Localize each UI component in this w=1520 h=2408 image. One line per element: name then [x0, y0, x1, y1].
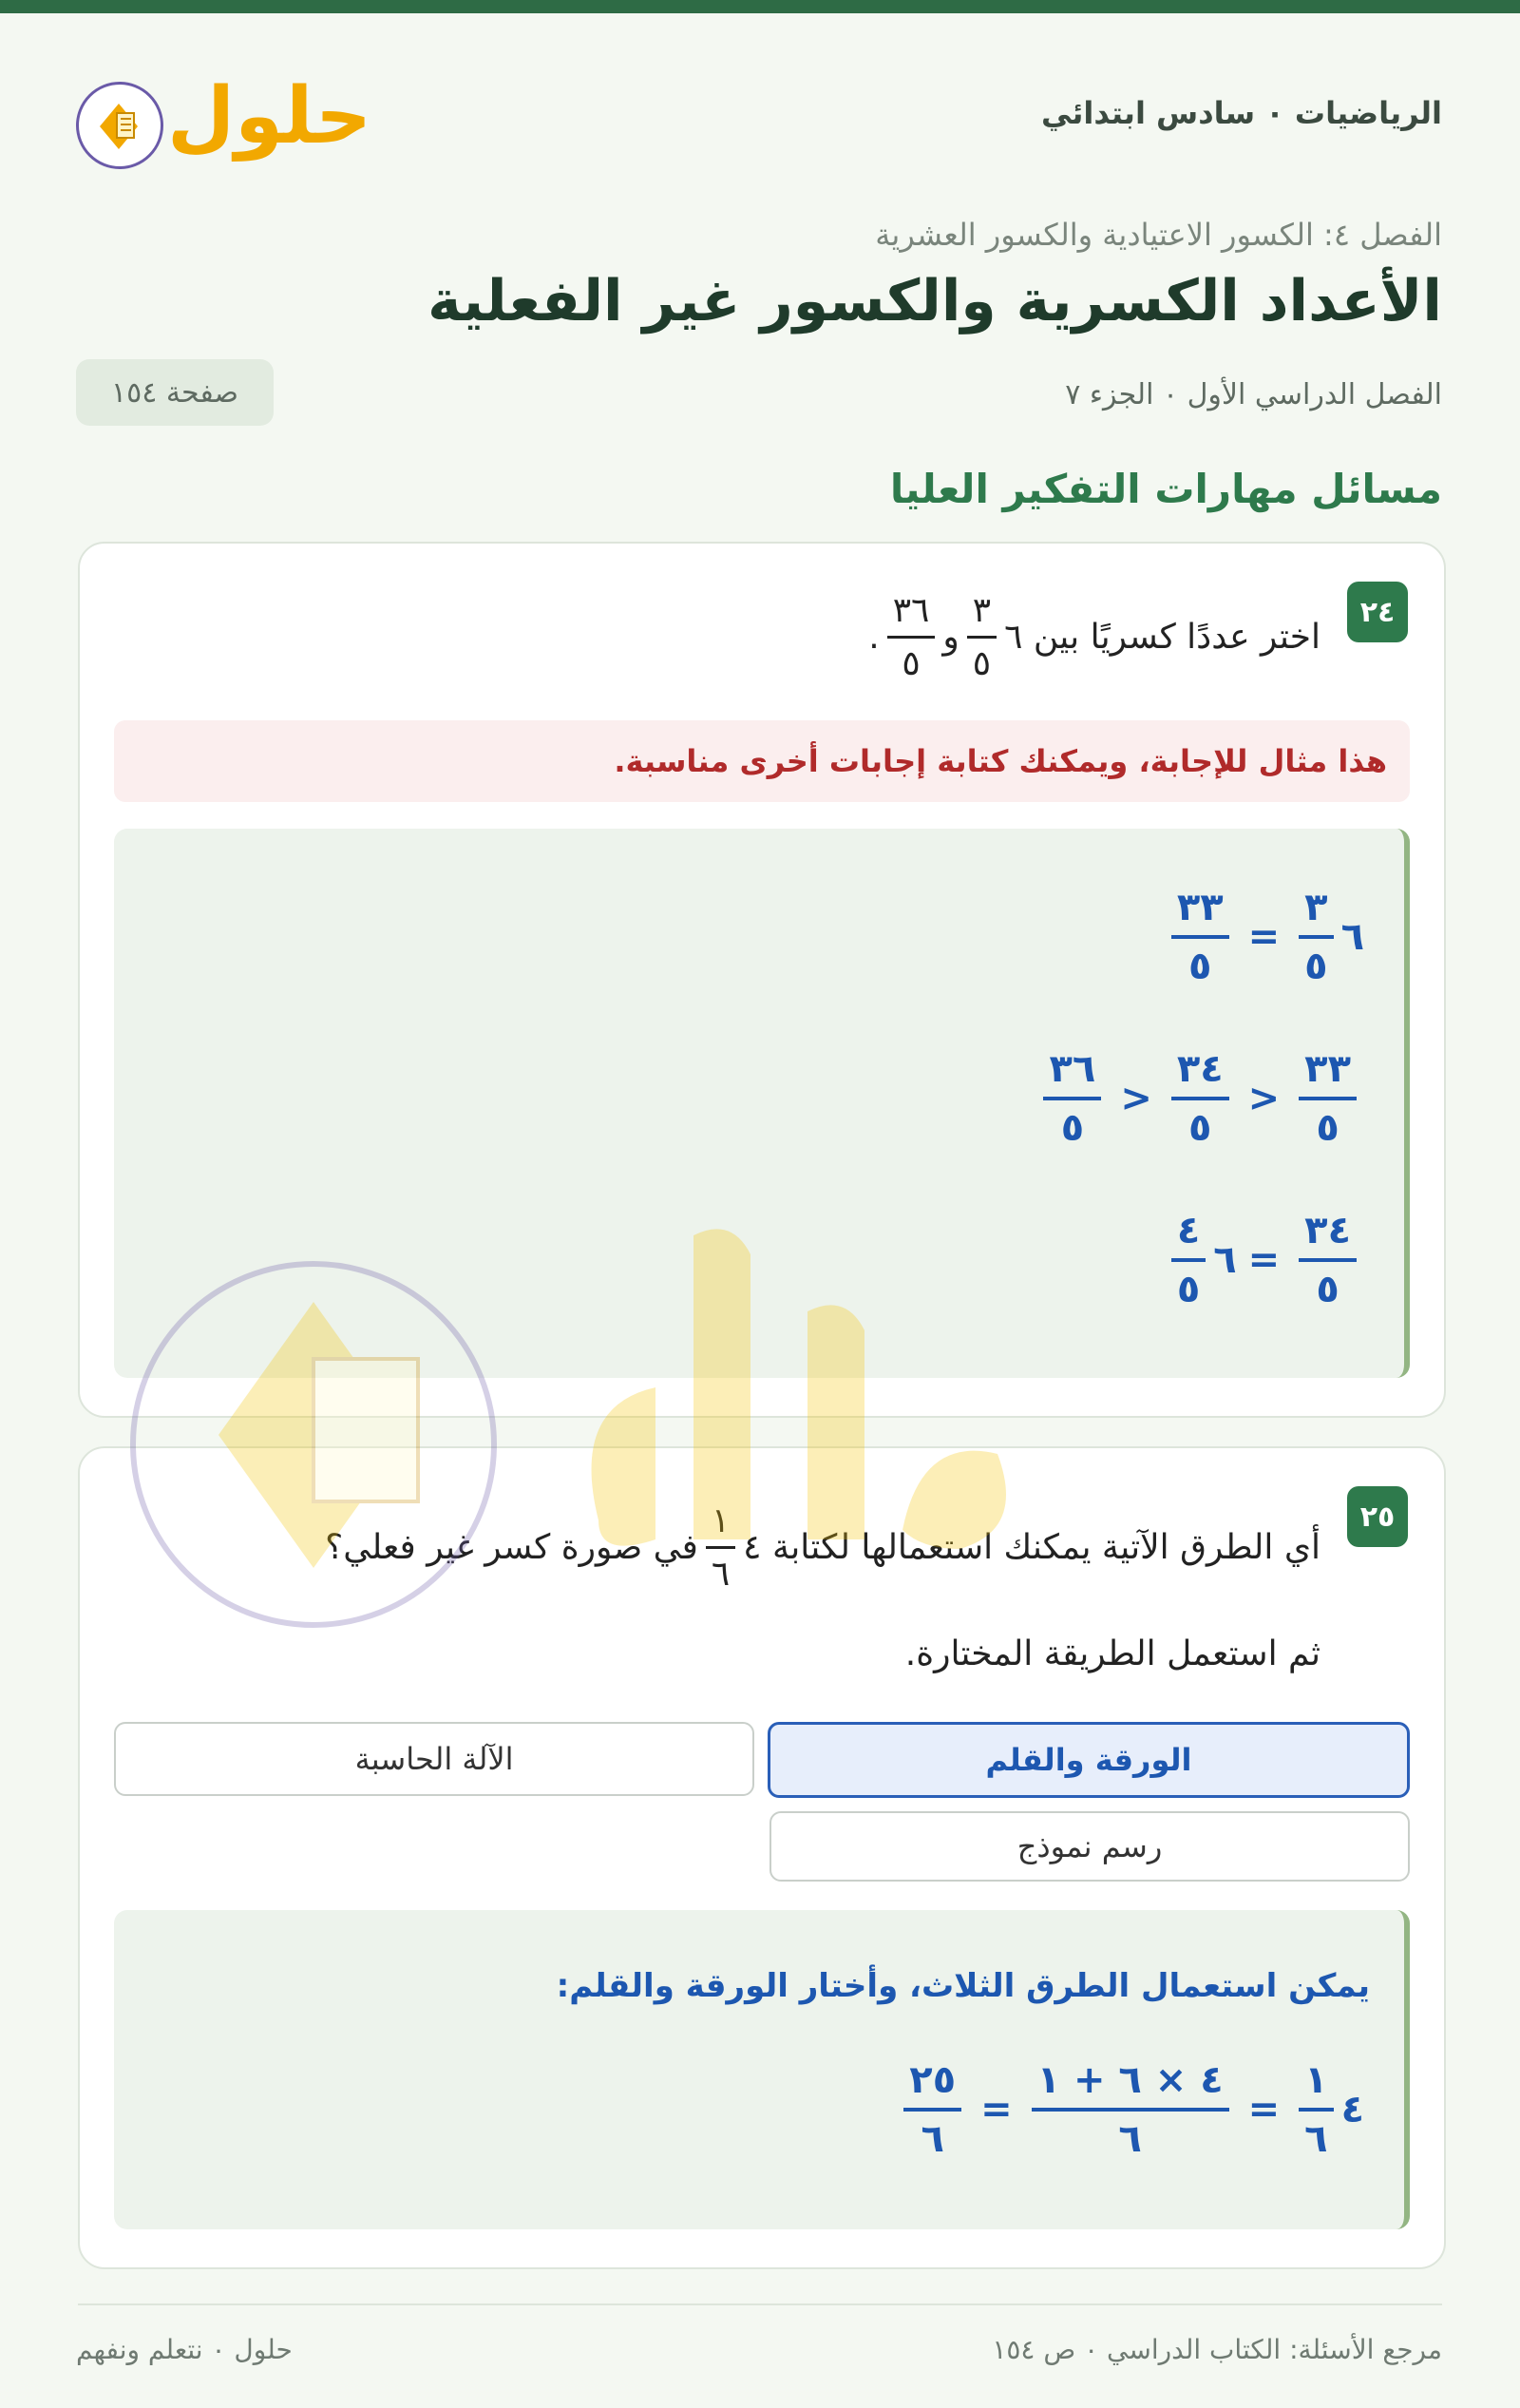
equals-sign: = — [1247, 2088, 1281, 2131]
question-card-24 — [78, 542, 1446, 1418]
fraction — [1171, 1047, 1229, 1150]
fraction — [1171, 886, 1229, 988]
equals-sign: = — [1247, 915, 1281, 959]
fraction-bar — [1299, 2108, 1333, 2112]
option-draw-model[interactable]: رسم نموذج — [770, 1811, 1410, 1882]
fraction-denominator: ٥ — [1188, 945, 1212, 988]
fraction-bar — [1171, 1097, 1229, 1100]
fraction — [1299, 886, 1333, 988]
connector-text: و — [942, 618, 960, 658]
fraction-bar — [903, 2108, 961, 2112]
fraction-denominator: ٦ — [1304, 2117, 1328, 2161]
fraction-denominator: ٥ — [1176, 1268, 1201, 1311]
fraction-bar — [1171, 1258, 1206, 1262]
fraction-numerator: ٤ × ٦ + ١ — [1036, 2058, 1224, 2102]
fraction — [1299, 1209, 1357, 1311]
fraction-numerator: ١ — [1304, 2058, 1328, 2102]
page-badge: صفحة ١٥٤ — [76, 359, 274, 426]
solution-row — [1036, 1047, 1364, 1150]
fraction-denominator: ٥ — [1060, 1106, 1085, 1150]
solution-row — [896, 2058, 1364, 2161]
fraction-numerator: ٣ — [1304, 886, 1328, 929]
fraction — [1299, 1047, 1357, 1150]
fraction — [1043, 1047, 1101, 1150]
brand-wordmark: حلول — [167, 71, 372, 162]
whole-number: ٤ — [1340, 2088, 1364, 2131]
fraction-bar — [1043, 1097, 1101, 1100]
whole-number: ٦ — [1340, 915, 1364, 959]
solution-row — [1164, 886, 1364, 988]
subject-grade: الرياضيات ٠ سادس ابتدائي — [1041, 95, 1442, 131]
answer-note — [114, 720, 1410, 802]
footer-tagline: حلول ٠ نتعلم ونفهم — [76, 2334, 293, 2365]
fraction-numerator: ٣٣ — [1176, 886, 1224, 929]
book-icon — [76, 82, 163, 169]
brand-logo — [76, 65, 372, 169]
fraction — [967, 591, 997, 684]
equals-sign: = — [980, 2088, 1013, 2131]
fraction — [903, 2058, 961, 2161]
fraction-denominator: ٦ — [711, 1555, 731, 1595]
fraction-bar — [1299, 1258, 1357, 1262]
section-heading: مسائل مهارات التفكير العليا — [889, 466, 1442, 512]
fraction — [887, 591, 936, 684]
fraction-denominator: ٥ — [1316, 1268, 1340, 1311]
question-suffix: في صورة كسر غير فعلي؟ — [325, 1528, 698, 1568]
solution-text: يمكن استعمال الطرق الثلاث، وأختار الورقة والقلم: — [556, 1967, 1370, 2005]
less-than-sign: < — [1247, 1077, 1281, 1120]
fraction-numerator: ٢٥ — [909, 2058, 957, 2102]
fraction — [1299, 2058, 1333, 2161]
fraction — [1032, 2058, 1229, 2161]
less-than-sign: < — [1120, 1077, 1152, 1120]
fraction-numerator: ٤ — [1176, 1209, 1201, 1252]
fraction-bar — [1171, 935, 1229, 939]
fraction-bar — [706, 1546, 735, 1549]
sentence-end: . — [868, 618, 880, 658]
question-text — [325, 1501, 1320, 1595]
fraction-numerator: ٣٦ — [1049, 1047, 1096, 1091]
footer-reference: مرجع الأسئلة: الكتاب الدراسي ٠ ص ١٥٤ — [992, 2334, 1442, 2365]
term-info: الفصل الدراسي الأول ٠ الجزء ٧ — [1065, 378, 1442, 411]
chapter-title: الفصل ٤: الكسور الاعتيادية والكسور العشرية — [875, 217, 1442, 253]
fraction-denominator: ٦ — [1118, 2117, 1142, 2161]
fraction-numerator: ٣ — [972, 591, 992, 630]
option-paper-pencil[interactable]: الورقة والقلم — [768, 1722, 1410, 1798]
question-text — [868, 591, 1320, 684]
fraction-denominator: ٥ — [902, 644, 921, 684]
question-instruction: ثم استعمل الطريقة المختارة. — [904, 1634, 1320, 1673]
fraction-numerator: ٣٤ — [1176, 1047, 1224, 1091]
fraction — [1171, 1209, 1206, 1311]
solution-box — [114, 829, 1410, 1378]
fraction-numerator: ٣٦ — [892, 591, 930, 630]
fraction-bar — [1032, 2108, 1229, 2112]
fraction-denominator: ٦ — [921, 2117, 944, 2161]
fraction — [706, 1501, 735, 1595]
fraction-bar — [967, 636, 997, 639]
fraction-bar — [1299, 1097, 1357, 1100]
question-prefix: أي الطرق الآتية يمكنك استعمالها لكتابة ٤ — [743, 1528, 1320, 1568]
lesson-title: الأعداد الكسرية والكسور غير الفعلية — [428, 268, 1442, 334]
fraction-bar — [1299, 935, 1333, 939]
fraction-denominator: ٥ — [1316, 1106, 1340, 1150]
solution-box — [114, 1910, 1410, 2229]
fraction-numerator: ١ — [711, 1501, 731, 1540]
whole-number: ٦ — [1213, 1238, 1237, 1282]
question-prefix: اختر عددًا كسريًا بين ٦ — [1004, 618, 1320, 658]
question-card-25 — [78, 1446, 1446, 2269]
fraction-bar — [887, 636, 936, 639]
fraction-numerator: ٣٤ — [1304, 1209, 1351, 1252]
question-number-badge: ٢٥ — [1347, 1486, 1408, 1547]
answer-note-text: هذا مثال للإجابة، ويمكنك كتابة إجابات أخرى مناسبة. — [614, 743, 1387, 779]
top-accent-bar — [0, 0, 1520, 13]
footer-divider — [78, 2303, 1442, 2305]
fraction-denominator: ٥ — [972, 644, 992, 684]
equals-sign: = — [1247, 1238, 1281, 1282]
fraction-denominator: ٥ — [1304, 945, 1328, 988]
fraction-numerator: ٣٣ — [1304, 1047, 1351, 1091]
fraction-denominator: ٥ — [1188, 1106, 1212, 1150]
question-number-badge: ٢٤ — [1347, 582, 1408, 642]
solution-row — [1164, 1209, 1364, 1311]
option-calculator[interactable]: الآلة الحاسبة — [114, 1722, 754, 1796]
